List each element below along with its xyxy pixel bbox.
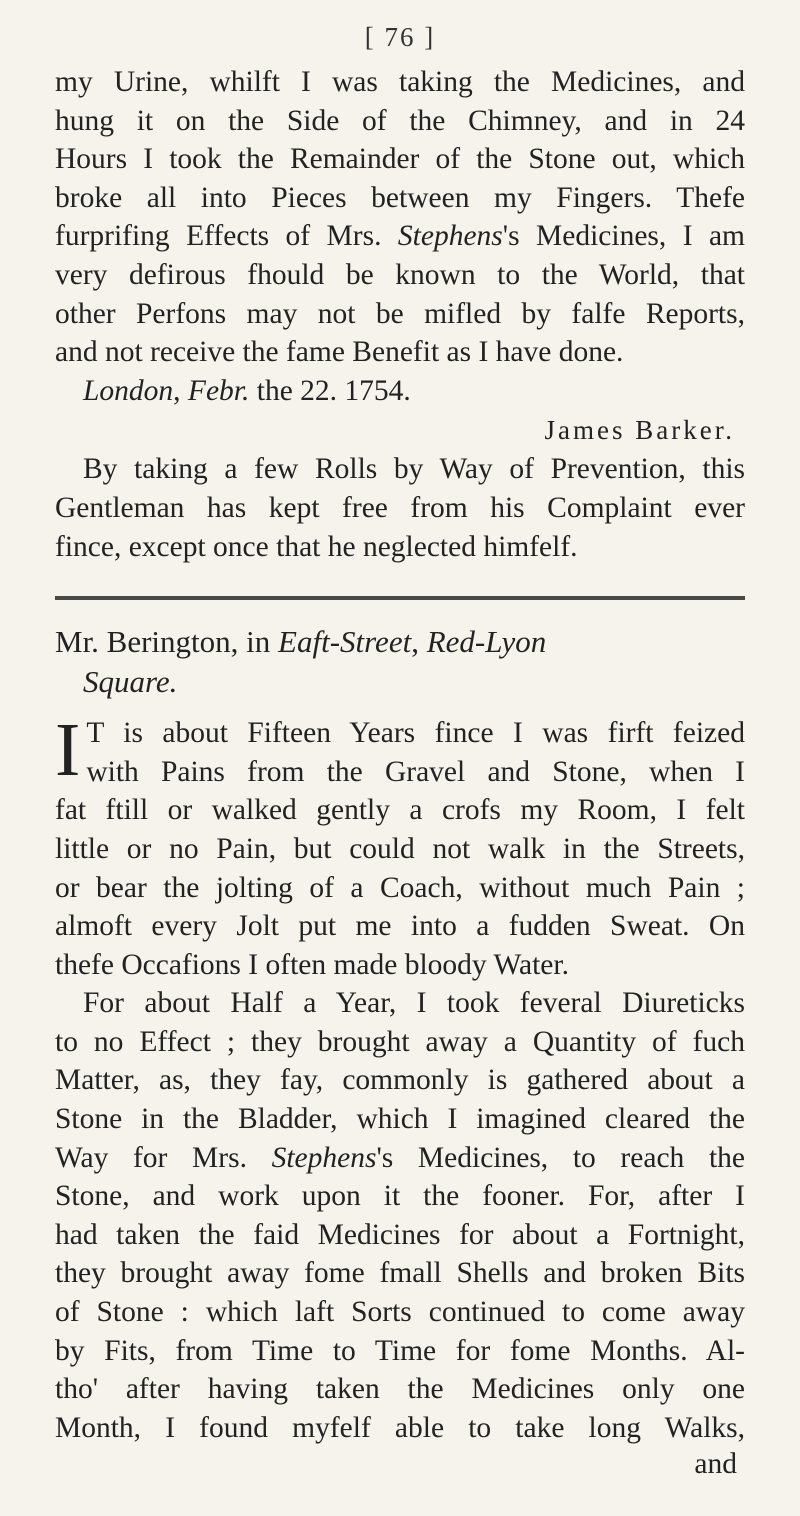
- text-line: thefe Occafions I often made bloody Water.: [55, 948, 569, 981]
- text-line: Matter, as, they fay, commonly is gathered about a: [55, 1064, 745, 1097]
- text-line: [55, 217, 745, 256]
- text-line: very defirous fhould be known to the World, that: [55, 258, 745, 291]
- page-number: [ 76 ]: [364, 22, 436, 52]
- paragraph: [55, 708, 745, 984]
- text-fragment: Way for Mrs.: [55, 1141, 272, 1174]
- text-fragment: 's Medicines, I am: [502, 220, 745, 253]
- text-fragment: furprifing Effects of Mrs.: [55, 220, 398, 253]
- text-line: little or no Pain, but could not walk in the Streets,: [55, 832, 745, 865]
- text-line: [55, 1139, 745, 1178]
- book-page: [55, 22, 745, 1481]
- text-line: had taken the faid Medicines for about a Fortnight,: [55, 1218, 745, 1251]
- catchword: and: [694, 1448, 737, 1481]
- street-name: Eaft-Street: [278, 624, 412, 660]
- text-line: they brought away fome fmall Shells and broken Bits: [55, 1257, 745, 1290]
- text-line: by Fits, from Time to Time for fome Months. Al-: [55, 1334, 745, 1367]
- text-line: broke all into Pieces between my Fingers. Thefe: [55, 181, 745, 214]
- text-line: Stone, and work upon it the fooner. For, after I: [55, 1180, 745, 1213]
- text-fragment: 's Medicines, to reach the: [376, 1141, 745, 1174]
- text-line: or bear the jolting of a Coach, without much Pain ;: [55, 871, 745, 904]
- text-fragment: ,: [411, 624, 427, 660]
- text-line: other Perfons may not be mifled by falfe Reports,: [55, 297, 745, 330]
- paragraph: [55, 984, 745, 1447]
- text-line: my Urine, whilft I was taking the Medicines, and: [55, 66, 745, 98]
- text-fragment: in: [238, 624, 279, 660]
- text-line: tho' after having taken the Medicines only one: [55, 1373, 745, 1406]
- letter-heading-cont: Square.: [83, 664, 178, 700]
- text-line: fince, except once that he neglected himfelf.: [55, 530, 578, 563]
- place-name: London: [83, 374, 174, 407]
- letter-barker: [55, 63, 745, 450]
- dateline: London, Febr. the 22. 1754.: [83, 374, 411, 407]
- date-text: the 22. 1754.: [249, 374, 411, 407]
- text-line: with Pains from the Gravel and Stone, when I: [86, 755, 745, 788]
- text-line: Hours I took the Remainder of the Stone out, which: [55, 143, 745, 176]
- proper-name: Stephens: [397, 220, 503, 253]
- text-line: By taking a few Rolls by Way of Prevention, this: [83, 453, 745, 486]
- month-name: Febr.: [187, 374, 250, 407]
- text-line: almoft every Jolt put me into a fudden Sweat. On: [55, 910, 745, 943]
- text-line: and not receive the fame Benefit as I have done.: [55, 336, 624, 369]
- editor-note: [55, 450, 745, 566]
- text-line: Month, I found myfelf able to take long Walks,: [55, 1411, 745, 1444]
- text-line: of Stone : which laft Sorts continued to come away: [55, 1296, 745, 1329]
- letter-berington: [55, 622, 745, 1481]
- text-line: to no Effect ; they brought away a Quantity of fuch: [55, 1025, 745, 1058]
- section-divider: [55, 596, 745, 600]
- drop-capital: I: [55, 708, 81, 793]
- text-line: T is about Fifteen Years fince I was firft feized: [86, 717, 745, 750]
- signature: James Barker.: [544, 415, 735, 446]
- square-name: Red-Lyon: [426, 624, 547, 660]
- text-line: Stone in the Bladder, which I imagined cleared the: [55, 1103, 745, 1136]
- writer-name: Mr. Berington,: [55, 624, 239, 660]
- text-line: Gentleman has kept free from his Complaint ever: [55, 491, 745, 524]
- text-line: For about Half a Year, I took feveral Diureticks: [83, 987, 745, 1020]
- proper-name: Stephens: [271, 1141, 377, 1174]
- text-line: hung it on the Side of the Chimney, and in 24: [55, 104, 745, 137]
- text-line: fat ftill or walked gently a crofs my Room, I felt: [55, 794, 745, 827]
- letter-heading: [55, 622, 745, 662]
